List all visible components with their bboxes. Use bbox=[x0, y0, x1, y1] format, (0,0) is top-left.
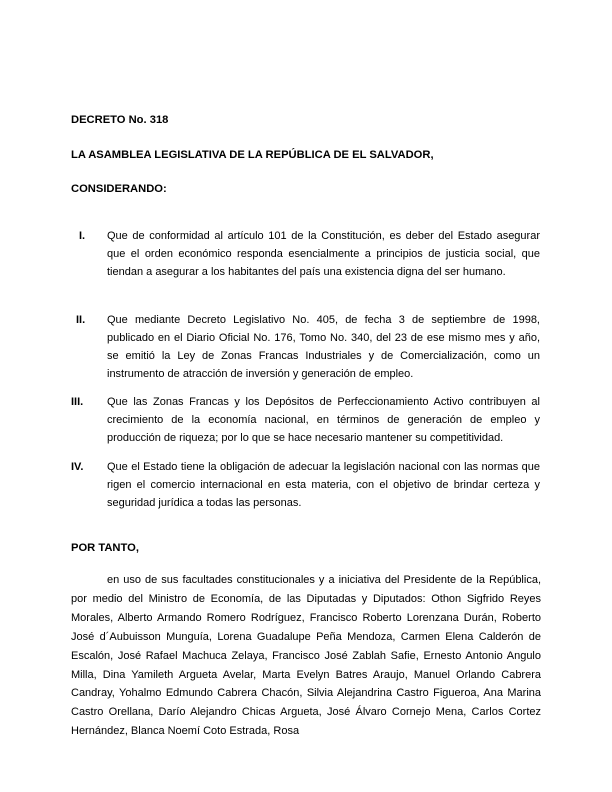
item-text: Que las Zonas Francas y los Depósitos de Perfeccionamiento Activo contribuyen al crecimiento de la economía nacional, en términos de generación de empleo y producción de riqueza; por lo que se hace necesario mantener su competitividad. bbox=[107, 396, 540, 444]
decree-number: DECRETO No. 318 bbox=[71, 114, 169, 126]
item-number: IV. bbox=[71, 461, 84, 473]
item-number: III. bbox=[71, 396, 84, 408]
por-tanto-paragraph: en uso de sus facultades constitucionales y a iniciativa del Presidente de la República, por medio del Ministro de Economía, de las Diputadas y Diputados: Othon Sigfrido Reyes Morales, Alberto Armando Romero Rodríguez, Francisco Roberto Lorenzana Durán, Roberto José d´Aubuisson Munguía, Lorena Guadalupe Peña Mendoza, Carmen Elena Calderón de Escalón, José Rafael Machuca Zelaya, Francisco José Zablah Safie, Ernesto Antonio Angulo Milla, Dina Yamileth Argueta Avelar, Marta Evelyn Batres Araujo, Manuel Orlando Cabrera Candray, Yohalmo Edmundo Cabrera Chacón, Silvia Alejandrina Castro Figueroa, Ana Marina Castro Orellana, Darío Alejandro Chicas Argueta, José Álvaro Cornejo Mena, Carlos Cortez Hernández, Blanca Noemí Coto Estrada, Rosa bbox=[71, 574, 541, 738]
por-tanto-heading: POR TANTO, bbox=[71, 542, 139, 554]
considerando-heading: CONSIDERANDO: bbox=[71, 183, 167, 195]
item-text: Que de conformidad al artículo 101 de la Constitución, es deber del Estado asegurar que el orden económico responda esencialmente a principios de justicia social, que tiendan a asegurar a los habitantes del país una existencia digna del ser humano. bbox=[107, 230, 540, 278]
item-text: Que el Estado tiene la obligación de adecuar la legislación nacional con las normas que rigen el comercio internacional en esta materia, con el objetivo de brindar certeza y seguridad jurídica a todas las personas. bbox=[107, 461, 540, 509]
assembly-heading: LA ASAMBLEA LEGISLATIVA DE LA REPÚBLICA DE EL SALVADOR, bbox=[71, 149, 434, 161]
item-number: I. bbox=[79, 230, 86, 242]
item-number: II. bbox=[76, 314, 86, 326]
item-text: Que mediante Decreto Legislativo No. 405, de fecha 3 de septiembre de 1998, publicado en el Diario Oficial No. 176, Tomo No. 340, del 23 de ese mismo mes y año, se emitió la Ley de Zonas Francas Industriales y de Comercialización, como un instrumento de atracción de inversión y generación de empleo. bbox=[107, 314, 540, 380]
